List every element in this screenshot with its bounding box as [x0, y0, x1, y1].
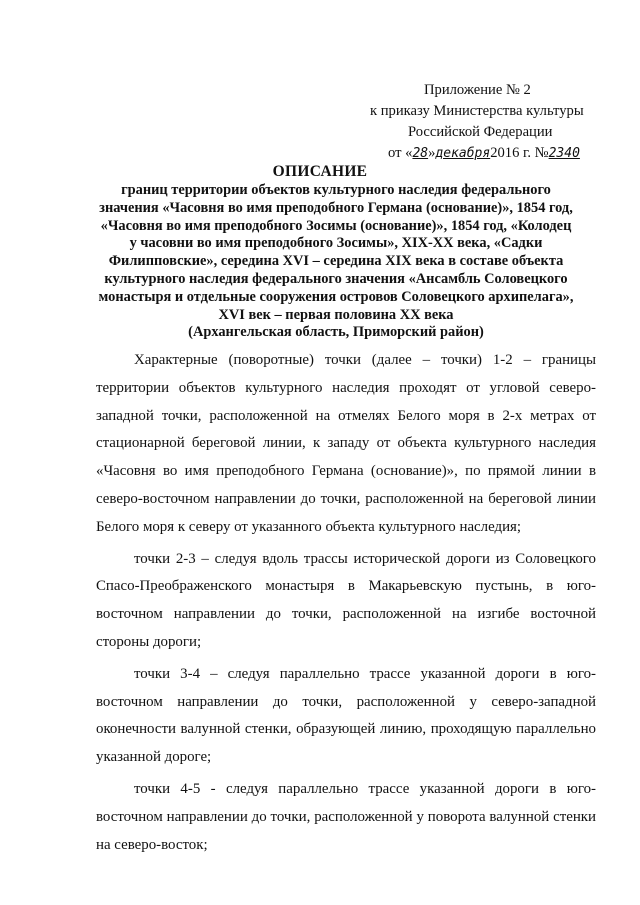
subtitle-line: XVI век – первая половина XX века — [218, 306, 454, 323]
subtitle-line: монастыря и отдельные сооружения островов Соловецкого архипелага», — [98, 288, 574, 305]
subtitle-line: культурного наследия федерального значения «Ансамбль Соловецкого — [104, 270, 568, 287]
subtitle-line: Филипповские», середина XVI – середина XIX века в составе объекта — [108, 253, 564, 270]
subtitle-line: (Архангельская область, Приморский район) — [188, 324, 484, 341]
date-year: 2016 г. № — [490, 145, 549, 161]
appendix-header — [368, 80, 618, 164]
subtitle-line: у часовни во имя преподобного Зосимы», XIX-XX века, «Садки — [129, 235, 543, 252]
body-paragraph: Характерные (поворотные) точки (далее – точки) 1-2 – границы территории объектов культурного наследия проходят от угловой северо-западной точки, расположенной на отмелях Белого моря в 2-х метрах от стационарной береговой линии, к западу от объекта культурного наследия «Часовня во имя преподобного Германа (основание)», по прямой линии в северо-восточном направлении до точки, расположенной на береговой линии Белого моря к северу от указанного объекта культурного наследия; — [96, 352, 596, 535]
appendix-order-ref: к приказу Министерства культуры — [370, 103, 584, 119]
subtitle-line: значения «Часовня во имя преподобного Германа (основание)», 1854 год, — [99, 199, 573, 216]
date-month-handwritten: декабря — [435, 146, 491, 161]
body-paragraph: точки 3-4 – следуя параллельно трассе указанной дороги в юго-восточном направлении до точки, расположенной у северо-западной оконечности валунной стенки, образующей линию, проходящую параллельно указанной дороге; — [96, 665, 596, 766]
subtitle-line: «Часовня во имя преподобного Зосимы (основание)», 1854 год, «Колодец — [100, 217, 572, 234]
appendix-ministry: Российской Федерации — [408, 124, 553, 140]
document-subtitle — [96, 182, 576, 342]
date-prefix: от « — [388, 145, 413, 161]
date-day-handwritten: 28 — [412, 146, 429, 161]
appendix-date-line — [368, 143, 618, 164]
body-paragraph: точки 4-5 - следуя параллельно трассе указанной дороги в юго-восточном направлении до точки, расположенной у поворота валунной стенки на северо-восток; — [96, 780, 596, 853]
order-number-handwritten: 2340 — [548, 146, 580, 161]
body-paragraph: точки 2-3 – следуя вдоль трассы исторической дороги из Соловецкого Спасо-Преображенского монастыря в Макарьевскую пустынь, в юго-восточном направлении до точки, расположенной на изгибе восточной стороны дороги; — [96, 550, 596, 650]
document-title: ОПИСАНИЕ — [272, 163, 368, 180]
date-mid: » — [428, 145, 436, 161]
document-body — [96, 347, 596, 863]
subtitle-line: границ территории объектов культурного наследия федерального — [121, 182, 551, 198]
appendix-number: Приложение № 2 — [424, 82, 531, 98]
